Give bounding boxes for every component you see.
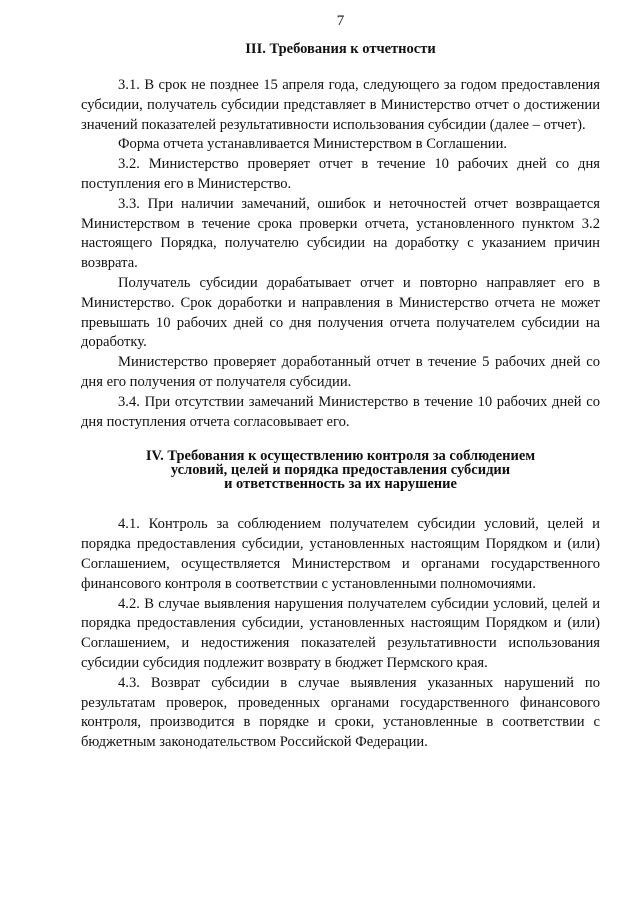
section-3-body (81, 76, 600, 432)
paragraph-3-1-form: Форма отчета устанавливается Министерством в Соглашении. (118, 136, 508, 153)
section-4-body (81, 515, 600, 753)
section-4-heading (81, 449, 600, 491)
section-3-heading: III. Требования к отчетности (245, 41, 436, 57)
section-4-heading-line-3: и ответственность за их нарушение (224, 476, 457, 493)
paragraph-3-3-recheck: Министерство проверяет доработанный отчет в течение 5 рабочих дней со дня его получения от получателя субсидии. (81, 354, 600, 390)
paragraph-3-2: 3.2. Министерство проверяет отчет в течение 10 рабочих дней со дня поступления его в Министерство. (81, 156, 600, 192)
page-number: 7 (336, 13, 345, 29)
paragraph-4-2: 4.2. В случае выявления нарушения получателем субсидии условий, целей и порядка предоставления субсидии, установленных настоящим Порядком и (или) Соглашением, и недостижения показателей результативности использования субсидии субсидия подлежит возврату в бюджет Пермского края. (81, 595, 600, 671)
paragraph-3-3-rework: Получатель субсидии дорабатывает отчет и повторно направляет его в Министерство. Срок доработки и направления в Министерство отчета не может превышать 10 рабочих дней со дня получения отчета получателем субсидии на доработку. (81, 274, 600, 351)
paragraph-3-4: 3.4. При отсутствии замечаний Министерство в течение 10 рабочих дней со дня поступления отчета согласовывает его. (81, 393, 600, 430)
document-page (81, 12, 600, 753)
paragraph-3-1: 3.1. В срок не позднее 15 апреля года, следующего за годом предоставления субсидии, получатель субсидии представляет в Министерство отчет о достижении значений показателей результативности использования субсидии (далее – отчет). (81, 77, 600, 133)
section-4-heading-line-1: IV. Требования к осуществлению контроля за соблюдением (145, 448, 536, 465)
section-4-heading-line-2: условий, целей и порядка предоставления субсидии (170, 462, 511, 479)
paragraph-3-3: 3.3. При наличии замечаний, ошибок и неточностей отчет возвращается Министерством в течение срока проверки отчета, установленного пунктом 3.2 настоящего Порядка, получателю субсидии на доработку с указанием причин возврата. (81, 195, 600, 272)
paragraph-4-3: 4.3. Возврат субсидии в случае выявления указанных нарушений по результатам проверок, проведенных органами государственного финансового контроля, производится в порядке и сроки, установленные в соответствии с бюджетным законодательством Российской Федерации. (81, 674, 600, 751)
paragraph-4-1: 4.1. Контроль за соблюдением получателем субсидии условий, целей и порядка предоставления субсидии, установленных настоящим Порядком и (или) Соглашением, осуществляется Министерством и органами государственного финансового контроля в соответствии с установленными полномочиями. (81, 516, 600, 592)
